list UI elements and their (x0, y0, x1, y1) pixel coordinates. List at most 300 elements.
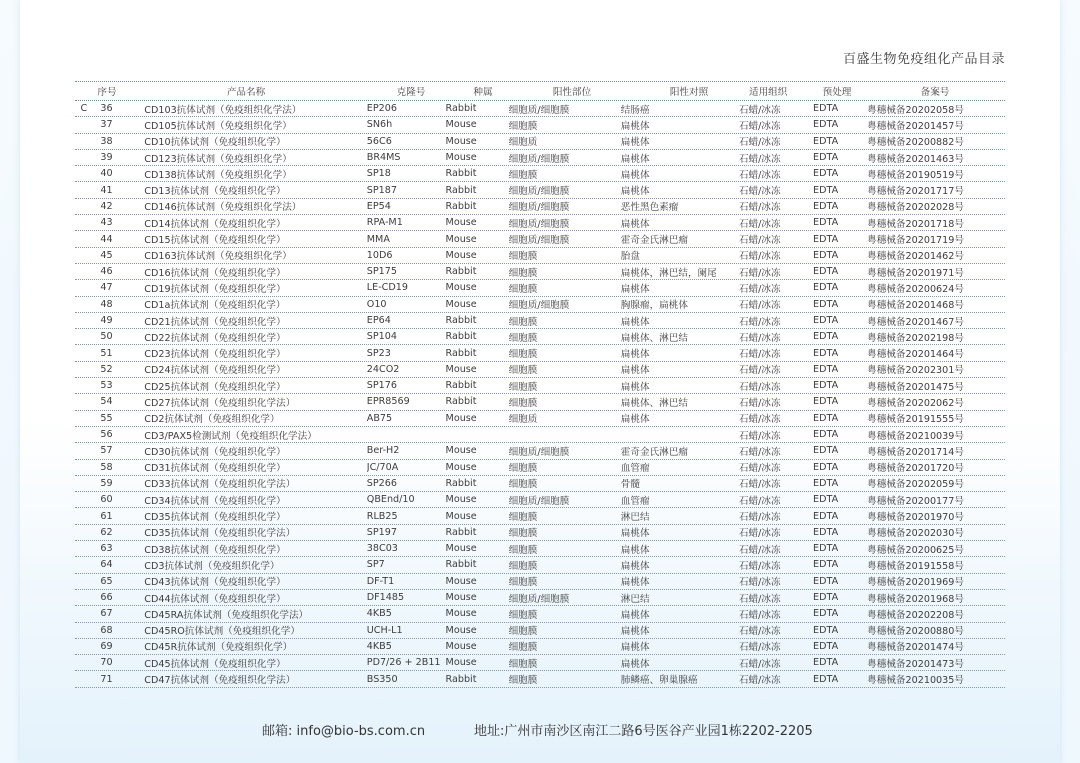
row-record: 粤穗械备20201474号 (867, 642, 964, 654)
row-clone: RLB25 (366, 510, 398, 522)
row-clone: 4KB5 (366, 608, 392, 620)
row-positive-site: 细胞膜 (508, 169, 538, 181)
row-name: CD15抗体试剂（免疫组织化学） (144, 235, 286, 247)
row-species: Rabbit (445, 168, 477, 180)
row-positive-control: 扁桃体 (620, 642, 650, 654)
table-row (75, 606, 1005, 622)
row-no: 66 (100, 592, 113, 604)
row-tissue: 石蜡/冰冻 (738, 463, 781, 475)
row-positive-site: 细胞膜 (508, 544, 538, 556)
row-positive-control: 扁桃体、淋巴结 (620, 397, 688, 409)
row-pretreatment: EDTA (813, 184, 839, 196)
row-name: CD24抗体试剂（免疫组织化学） (144, 365, 286, 377)
row-name: CD103抗体试剂（免疫组织化学法） (144, 104, 302, 116)
row-positive-control: 扁桃体、淋巴结 (620, 332, 688, 344)
row-no: 42 (100, 200, 113, 212)
table-row (75, 297, 1005, 313)
row-pretreatment: EDTA (813, 331, 839, 343)
row-positive-site: 细胞膜 (508, 381, 538, 393)
row-tissue: 石蜡/冰冻 (738, 120, 781, 132)
row-no: 44 (100, 233, 113, 245)
row-pretreatment: EDTA (813, 412, 839, 424)
row-clone: BS350 (366, 673, 398, 685)
row-tissue: 石蜡/冰冻 (738, 153, 781, 165)
table-row (75, 166, 1005, 182)
row-no: 57 (100, 445, 113, 457)
row-positive-site: 细胞膜 (508, 251, 538, 263)
row-clone: LE-CD19 (366, 282, 408, 294)
header-positive-control: 阳性对照 (669, 87, 709, 98)
row-tissue: 石蜡/冰冻 (738, 593, 781, 605)
row-record: 粤穗械备20201718号 (867, 218, 964, 230)
row-positive-site: 细胞膜 (508, 528, 538, 540)
row-record: 粤穗械备20201968号 (867, 593, 964, 605)
row-record: 粤穗械备20201714号 (867, 446, 964, 458)
row-clone: UCH-L1 (366, 624, 403, 636)
row-record: 粤穗械备20202208号 (867, 609, 964, 621)
row-positive-control: 扁桃体 (620, 349, 650, 361)
table-row (75, 443, 1005, 459)
row-pretreatment: EDTA (813, 315, 839, 326)
row-positive-site: 细胞质/细胞膜 (508, 300, 570, 312)
row-positive-site: 细胞质/细胞膜 (508, 446, 570, 458)
row-positive-site: 细胞质 (508, 414, 538, 426)
row-tissue: 石蜡/冰冻 (738, 446, 781, 458)
table-row (75, 248, 1005, 264)
row-record: 粤穗械备20201468号 (867, 300, 964, 312)
row-pretreatment: EDTA (813, 103, 839, 115)
row-no: 51 (100, 347, 113, 359)
table-row (75, 427, 1005, 443)
row-clone: SP197 (366, 526, 397, 538)
row-species: Mouse (445, 119, 477, 131)
table-row (75, 362, 1005, 378)
footer-address: 地址:广州市南沙区南江二路6号医谷产业园1栋2202-2205 (474, 724, 813, 739)
table-row (75, 541, 1005, 557)
row-clone: SP176 (366, 380, 397, 392)
row-pretreatment: EDTA (813, 119, 839, 131)
row-positive-site: 细胞膜 (508, 479, 538, 491)
row-tissue: 石蜡/冰冻 (738, 169, 781, 181)
row-species: Mouse (445, 575, 477, 587)
row-clone: SP187 (366, 184, 397, 196)
table-row (75, 378, 1005, 394)
row-no: 36 (100, 103, 113, 115)
row-record: 粤穗械备20201969号 (867, 577, 964, 589)
row-clone: SP23 (366, 347, 391, 359)
row-name: CD22抗体试剂（免疫组织化学） (144, 332, 286, 344)
row-tissue: 石蜡/冰冻 (738, 137, 781, 149)
row-record: 粤穗械备20210035号 (867, 675, 964, 687)
row-record: 粤穗械备20200624号 (867, 283, 964, 295)
row-no: 40 (100, 168, 113, 180)
row-record: 粤穗械备20201719号 (867, 235, 964, 247)
row-no: 70 (100, 657, 113, 669)
row-name: CD1a抗体试剂（免疫组织化学） (144, 300, 286, 312)
row-name: CD45R抗体试剂（免疫组织化学） (144, 642, 293, 654)
row-positive-site: 细胞膜 (508, 609, 538, 621)
row-clone: JC/70A (366, 461, 399, 473)
row-no: 38 (100, 135, 113, 147)
table-row (75, 313, 1005, 329)
row-positive-control: 血管瘤 (620, 463, 650, 475)
row-no: 43 (100, 217, 113, 229)
row-record: 粤穗械备20202198号 (867, 332, 964, 344)
row-clone: 24CO2 (366, 363, 400, 375)
row-tissue: 石蜡/冰冻 (738, 642, 781, 654)
row-clone: MMA (366, 233, 390, 245)
row-positive-site: 细胞膜 (508, 577, 538, 589)
row-name: CD44抗体试剂（免疫组织化学） (144, 593, 286, 605)
row-name: CD21抗体试剂（免疫组织化学） (144, 316, 286, 328)
row-record: 粤穗械备20201463号 (867, 153, 964, 165)
table-row (75, 345, 1005, 361)
table-header (75, 81, 1005, 101)
row-pretreatment: EDTA (813, 640, 839, 652)
row-no: 60 (100, 494, 113, 506)
row-tissue: 石蜡/冰冻 (738, 365, 781, 377)
row-clone: 4KB5 (366, 640, 392, 652)
row-record: 粤穗械备20201467号 (867, 316, 964, 328)
row-clone: QBEnd/10 (366, 494, 415, 506)
row-pretreatment: EDTA (813, 657, 839, 669)
row-positive-site: 细胞质/细胞膜 (508, 186, 570, 198)
header-tissue: 适用组织 (749, 87, 788, 98)
row-species: Mouse (445, 624, 477, 636)
row-positive-control: 扁桃体 (620, 169, 650, 181)
row-tissue: 石蜡/冰冻 (738, 267, 781, 279)
row-tissue: 石蜡/冰冻 (738, 479, 781, 491)
row-species: Mouse (445, 135, 477, 147)
row-tissue: 石蜡/冰冻 (738, 300, 781, 312)
row-pretreatment: EDTA (813, 135, 839, 147)
row-pretreatment: EDTA (813, 608, 839, 620)
row-no: 52 (100, 363, 113, 375)
row-pretreatment: EDTA (813, 673, 839, 685)
row-species: Rabbit (445, 673, 477, 685)
row-pretreatment: EDTA (813, 510, 839, 522)
table-row (75, 394, 1005, 410)
row-name: CD138抗体试剂（免疫组织化学） (144, 169, 292, 181)
row-clone: 38C03 (366, 543, 398, 555)
row-tissue: 石蜡/冰冻 (738, 626, 781, 638)
row-no: 41 (100, 184, 113, 196)
row-pretreatment: EDTA (813, 347, 839, 359)
row-no: 45 (100, 249, 113, 261)
row-tissue: 石蜡/冰冻 (738, 316, 781, 328)
row-name: CD47抗体试剂（免疫组织化学法） (144, 675, 296, 687)
row-name: CD2抗体试剂（免疫组织化学） (144, 414, 280, 426)
row-species: Mouse (445, 510, 477, 522)
table-row (75, 492, 1005, 508)
row-species: Rabbit (445, 380, 477, 392)
footer-email: 邮箱: info@bio-bs.com.cn (262, 724, 426, 739)
row-positive-control: 扁桃体 (620, 120, 650, 132)
row-tissue: 石蜡/冰冻 (738, 577, 781, 589)
table-row (75, 411, 1005, 427)
row-tissue: 石蜡/冰冻 (738, 430, 781, 442)
row-no: 63 (100, 543, 113, 555)
row-species: Mouse (445, 249, 477, 261)
row-clone: EP206 (366, 103, 397, 115)
row-species: Mouse (445, 494, 477, 506)
row-record: 粤穗械备20210039号 (867, 430, 964, 442)
row-positive-control: 扁桃体 (620, 528, 650, 540)
table-row (75, 476, 1005, 492)
row-pretreatment: EDTA (813, 526, 839, 538)
row-name: CD34抗体试剂（免疫组织化学） (144, 495, 286, 507)
row-pretreatment: EDTA (813, 543, 839, 555)
row-tissue: 石蜡/冰冻 (738, 495, 781, 507)
row-positive-site: 细胞膜 (508, 365, 538, 377)
row-name: CD10抗体试剂（免疫组织化学） (144, 137, 286, 149)
row-name: CD45抗体试剂（免疫组织化学） (144, 658, 286, 670)
table-body (75, 101, 1005, 688)
row-clone: SP18 (366, 168, 391, 180)
table-row (75, 460, 1005, 476)
row-positive-control: 扁桃体 (620, 577, 650, 589)
row-name: CD3/PAX5检测试剂（免疫组织化学法） (144, 430, 317, 442)
row-species: Mouse (445, 298, 477, 310)
row-positive-site: 细胞膜 (508, 283, 538, 295)
row-positive-control: 扁桃体 (620, 137, 650, 149)
table-row (75, 590, 1005, 606)
section-mark: C (80, 103, 88, 115)
row-record: 粤穗械备20190519号 (867, 169, 964, 181)
row-species: Rabbit (445, 184, 477, 196)
row-pretreatment: EDTA (813, 249, 839, 261)
row-name: CD146抗体试剂（免疫组织化学法） (144, 202, 302, 214)
row-positive-control: 淋巴结 (620, 512, 650, 524)
row-name: CD25抗体试剂（免疫组织化学） (144, 381, 286, 393)
row-name: CD163抗体试剂（免疫组织化学） (144, 251, 292, 263)
row-tissue: 石蜡/冰冻 (738, 202, 781, 214)
row-clone: O10 (366, 298, 387, 310)
header-name: 产品名称 (226, 87, 266, 98)
row-clone: 56C6 (366, 135, 392, 147)
catalog-title: 百盛生物免疫组化产品目录 (842, 52, 1005, 67)
row-no: 68 (100, 624, 113, 636)
row-pretreatment: EDTA (813, 217, 839, 229)
row-positive-site: 细胞质/细胞膜 (508, 593, 570, 605)
row-pretreatment: EDTA (813, 429, 839, 441)
row-positive-site: 细胞膜 (508, 658, 538, 670)
row-clone: DF-T1 (366, 575, 395, 587)
row-tissue: 石蜡/冰冻 (738, 332, 781, 344)
row-tissue: 石蜡/冰冻 (738, 235, 781, 247)
row-name: CD14抗体试剂（免疫组织化学） (144, 218, 286, 230)
row-tissue: 石蜡/冰冻 (738, 251, 781, 263)
row-name: CD45RO抗体试剂（免疫组织化学） (144, 626, 300, 638)
row-record: 粤穗械备20201717号 (867, 186, 964, 198)
row-species: Mouse (445, 233, 477, 245)
table-row (75, 150, 1005, 166)
row-name: CD33抗体试剂（免疫组织化学法） (144, 479, 296, 491)
row-positive-control: 扁桃体，淋巴结，阑尾 (620, 267, 717, 279)
row-record: 粤穗械备20202062号 (867, 397, 964, 409)
row-species: Rabbit (445, 396, 477, 408)
row-no: 62 (100, 526, 113, 538)
row-species: Mouse (445, 592, 477, 604)
row-positive-site: 细胞膜 (508, 512, 538, 524)
row-positive-site: 细胞膜 (508, 463, 538, 475)
row-clone: BR4MS (366, 152, 401, 164)
row-clone: SP175 (366, 266, 397, 278)
row-pretreatment: EDTA (813, 200, 839, 212)
row-name: CD27抗体试剂（免疫组织化学法） (144, 397, 296, 409)
row-clone: EPR8569 (366, 396, 410, 408)
table-row (75, 639, 1005, 655)
row-name: CD23抗体试剂（免疫组织化学） (144, 349, 286, 361)
row-positive-site: 细胞质/细胞膜 (508, 218, 570, 230)
table-row (75, 557, 1005, 573)
row-clone: RPA-M1 (366, 217, 403, 229)
row-positive-control: 扁桃体 (620, 560, 650, 572)
row-species: Mouse (445, 608, 477, 620)
row-species: Rabbit (445, 526, 477, 538)
row-clone: EP54 (366, 200, 391, 212)
header-pretreatment: 预处理 (822, 87, 852, 98)
row-no: 50 (100, 331, 113, 343)
row-pretreatment: EDTA (813, 266, 839, 278)
row-pretreatment: EDTA (813, 592, 839, 604)
header-species: 种属 (473, 87, 493, 98)
row-no: 55 (100, 412, 113, 424)
row-pretreatment: EDTA (813, 152, 839, 164)
row-no: 37 (100, 119, 113, 131)
row-record: 粤穗械备20200177号 (867, 495, 964, 507)
row-tissue: 石蜡/冰冻 (738, 397, 781, 409)
row-name: CD13抗体试剂（免疫组织化学） (144, 186, 286, 198)
row-record: 粤穗械备20191555号 (867, 414, 964, 426)
row-positive-control: 扁桃体 (620, 414, 650, 426)
row-clone: Ber-H2 (366, 445, 400, 457)
row-no: 49 (100, 315, 113, 326)
row-record: 粤穗械备20201473号 (867, 658, 964, 670)
row-positive-site: 细胞质/细胞膜 (508, 104, 570, 116)
table-row (75, 134, 1005, 150)
row-pretreatment: EDTA (813, 461, 839, 473)
row-positive-control: 恶性黑色素瘤 (620, 202, 679, 214)
row-record: 粤穗械备20202059号 (867, 479, 964, 491)
row-pretreatment: EDTA (813, 575, 839, 587)
table-row (75, 671, 1005, 687)
header-positive-site: 阳性部位 (552, 87, 592, 98)
table-row (75, 117, 1005, 133)
row-no: 58 (100, 461, 113, 473)
row-record: 粤穗械备20200625号 (867, 544, 964, 556)
row-record: 粤穗械备20202058号 (867, 104, 964, 116)
row-species: Rabbit (445, 347, 477, 359)
row-positive-control: 骨髓 (620, 479, 640, 491)
row-name: CD16抗体试剂（免疫组织化学） (144, 267, 286, 279)
row-name: CD30抗体试剂（免疫组织化学） (144, 446, 286, 458)
row-no: 39 (100, 152, 113, 164)
row-name: CD35抗体试剂（免疫组织化学法） (144, 528, 296, 540)
row-record: 粤穗械备20202301号 (867, 365, 964, 377)
row-no: 46 (100, 266, 113, 278)
row-positive-site: 细胞膜 (508, 267, 538, 279)
table-row (75, 329, 1005, 345)
row-pretreatment: EDTA (813, 624, 839, 636)
row-positive-control: 肺鳞癌、卵巢腺癌 (620, 675, 698, 687)
header-record: 备案号 (920, 87, 950, 98)
row-positive-control: 扁桃体 (620, 283, 650, 295)
row-species: Mouse (445, 640, 477, 652)
row-tissue: 石蜡/冰冻 (738, 414, 781, 426)
row-positive-site: 细胞质 (508, 137, 538, 149)
row-no: 65 (100, 575, 113, 587)
row-species: Mouse (445, 152, 477, 164)
row-clone: SP266 (366, 477, 397, 489)
row-positive-site: 细胞质/细胞膜 (508, 495, 570, 507)
row-species: Mouse (445, 282, 477, 294)
row-no: 67 (100, 608, 113, 620)
row-no: 53 (100, 380, 113, 392)
row-clone: 10D6 (366, 249, 393, 261)
row-positive-control: 霍奇金氏淋巴瘤 (620, 235, 688, 247)
table-row (75, 623, 1005, 639)
row-name: CD123抗体试剂（免疫组织化学） (144, 153, 292, 165)
row-positive-site: 细胞膜 (508, 316, 538, 328)
row-name: CD31抗体试剂（免疫组织化学） (144, 463, 286, 475)
row-positive-site: 细胞膜 (508, 332, 538, 344)
row-no: 69 (100, 640, 113, 652)
row-species: Mouse (445, 461, 477, 473)
row-clone: DF1485 (366, 592, 405, 604)
row-no: 71 (100, 673, 113, 685)
row-clone: AB75 (366, 412, 393, 424)
row-no: 47 (100, 282, 113, 294)
row-no: 54 (100, 396, 113, 408)
row-tissue: 石蜡/冰冻 (738, 609, 781, 621)
row-record: 粤穗械备20191558号 (867, 560, 964, 572)
row-species: Mouse (445, 412, 477, 424)
table-row (75, 264, 1005, 280)
row-species: Mouse (445, 445, 477, 457)
row-record: 粤穗械备20202028号 (867, 202, 964, 214)
row-pretreatment: EDTA (813, 168, 839, 180)
row-pretreatment: EDTA (813, 396, 839, 408)
row-species: Rabbit (445, 315, 477, 326)
table-row (75, 508, 1005, 524)
row-species: Mouse (445, 217, 477, 229)
row-record: 粤穗械备20200880号 (867, 626, 964, 638)
row-name: CD105抗体试剂（免疫组织化学） (144, 120, 292, 132)
row-positive-site: 细胞膜 (508, 397, 538, 409)
row-tissue: 石蜡/冰冻 (738, 283, 781, 295)
row-positive-control: 扁桃体 (620, 316, 650, 328)
row-tissue: 石蜡/冰冻 (738, 104, 781, 116)
row-name: CD45RA抗体试剂（免疫组织化学法） (144, 609, 309, 621)
row-positive-site: 细胞膜 (508, 642, 538, 654)
row-tissue: 石蜡/冰冻 (738, 512, 781, 524)
row-name: CD3抗体试剂（免疫组织化学） (144, 560, 280, 572)
row-record: 粤穗械备20201720号 (867, 463, 964, 475)
row-clone: SN6h (366, 119, 393, 131)
row-species: Rabbit (445, 559, 477, 571)
row-species: Rabbit (445, 266, 477, 278)
row-clone: EP64 (366, 315, 391, 326)
row-pretreatment: EDTA (813, 494, 839, 506)
row-tissue: 石蜡/冰冻 (738, 381, 781, 393)
row-pretreatment: EDTA (813, 363, 839, 375)
row-clone: SP7 (366, 559, 385, 571)
row-record: 粤穗械备20201475号 (867, 381, 964, 393)
row-record: 粤穗械备20201971号 (867, 267, 964, 279)
table-row (75, 525, 1005, 541)
row-record: 粤穗械备20202030号 (867, 528, 964, 540)
